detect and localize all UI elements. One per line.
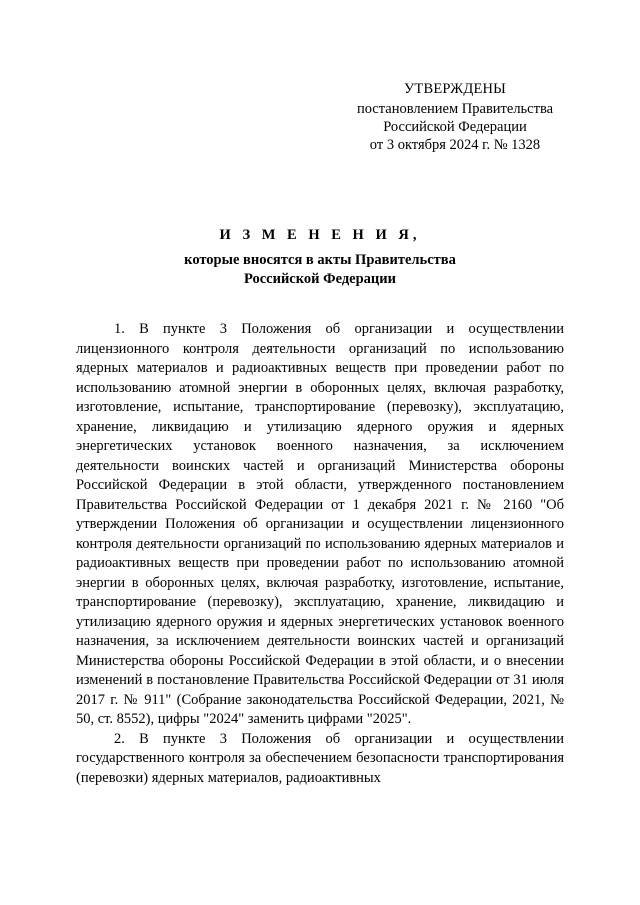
paragraph-2: 2. В пункте 3 Положения об организации и осуществлении государственного контроля за обеспечением безопасности транспортирования (перевозки) ядерных материалов, радиоактивных [76, 730, 564, 786]
approval-stamp [330, 80, 580, 154]
document-body [76, 320, 564, 788]
document-subtitle-line-1: которые вносятся в акты Правительства [184, 252, 456, 268]
approval-title: УТВЕРЖДЕНЫ [403, 81, 507, 97]
paragraph-1: 1. В пункте 3 Положения об организации и осуществлении лицензионного контроля деятельности организаций по использованию ядерных материалов и радиоактивных веществ при проведении работ по использованию атомной энергии в оборонных целях, включая разработку, изготовление, испытание, транспортирование (перевозку), эксплуатацию, хранение, ликвидацию и утилизацию ядерного оружия и ядерных энергетических установок военного назначения, за исключением деятельности воинских частей и организаций Министерства обороны Российской Федерации в этой области, утвержденного постановлением Правительства Российской Федерации от 1 декабря 2021 г. № 2160 "Об утверждении Положения об организации и осуществлении лицензионного контроля деятельности организаций по использованию ядерных материалов и радиоактивных веществ при проведении работ по использованию атомной энергии в оборонных целях, включая разработку, изготовление, испытание, транспортирование (перевозку), эксплуатацию, хранение, ликвидацию и утилизацию ядерного оружия и ядерных энергетических установок военного назначения, за исключением деятельности воинских частей и организаций Министерства обороны Российской Федерации в этой области, и о внесении изменений в постановление Правительства Российской Федерации от 31 июля 2017 г. № 911" (Собрание законодательства Российской Федерации, 2021, № 50, ст. 8552), цифры "2024" заменить цифрами "2025". [76, 321, 564, 727]
document-title: И З М Е Н Е Н И Я, [219, 227, 421, 243]
document-subtitle-line-2: Российской Федерации [243, 271, 396, 287]
approval-line-1: постановлением Правительства [356, 101, 554, 117]
approval-line-2: Российской Федерации [383, 119, 527, 135]
approval-line-3: от 3 октября 2024 г. № 1328 [369, 137, 541, 153]
document-heading [70, 226, 570, 289]
